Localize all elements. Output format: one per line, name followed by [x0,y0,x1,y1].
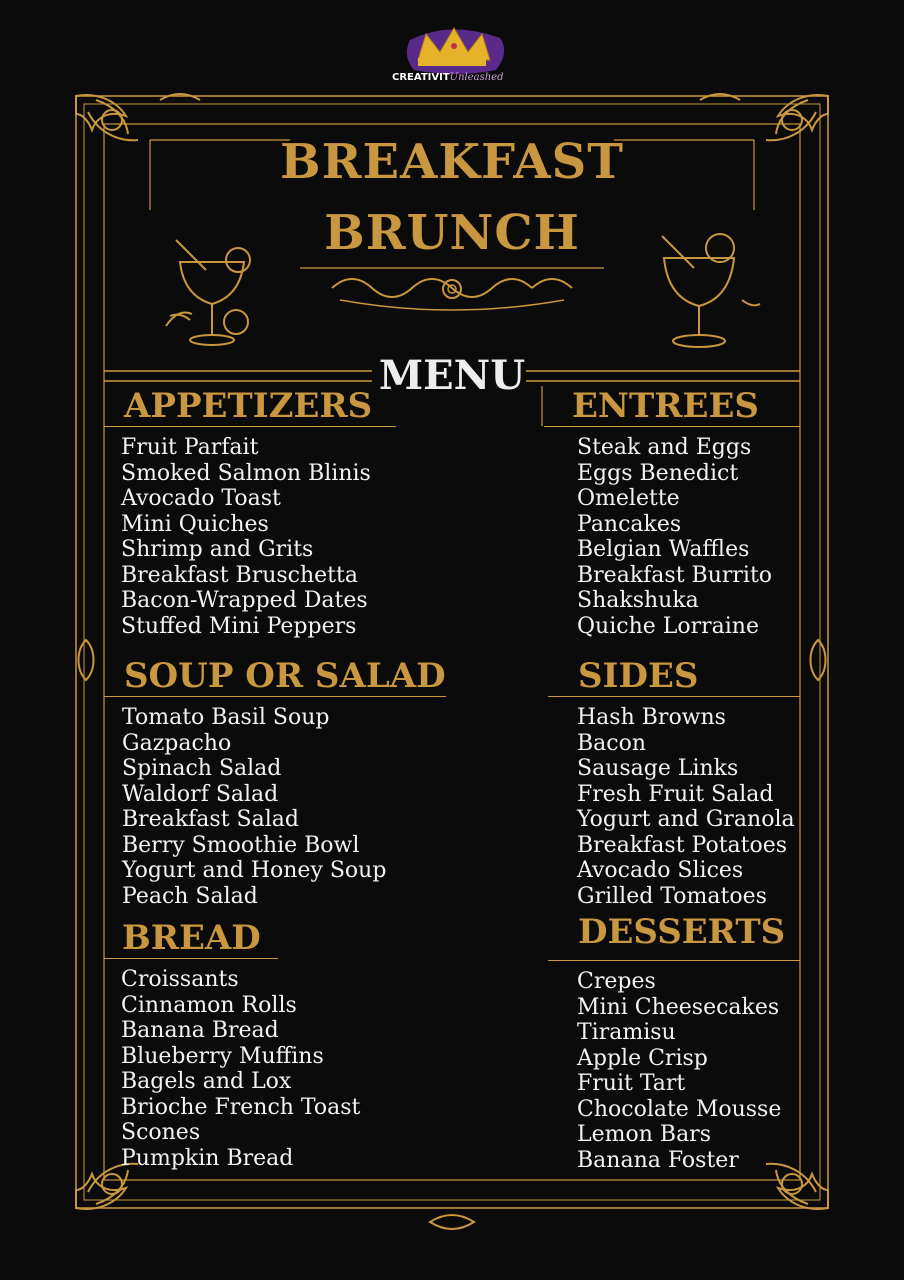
section-title: DESSERTS [578,912,786,952]
section-rule [548,960,800,961]
section-title: SOUP OR SALAD [124,656,446,696]
section-title: BREAD [122,918,261,958]
section-rule [548,696,800,697]
title-line-2: BRUNCH [324,205,580,261]
item-list [548,705,800,909]
logo-wordmark: CREATIVITUnleashed [392,72,504,83]
section-rule [544,426,800,427]
list-item: Shrimp and Grits [121,537,314,562]
list-item: Mini Cheesecakes [577,994,780,1020]
crown-logo-icon [407,28,504,74]
list-item: Blueberry Muffins [121,1043,324,1069]
list-item: Peach Salad [122,883,258,909]
list-item: Yogurt and Granola [577,807,795,832]
section-title: APPETIZERS [124,386,373,426]
list-item: Fruit Tart [577,1071,686,1096]
list-item: Cinnamon Rolls [121,992,297,1018]
list-item: Breakfast Burrito [577,562,773,588]
menu-heading: MENU [378,352,526,399]
list-item: Avocado Toast [121,486,281,511]
list-item: Gazpacho [122,730,232,756]
section-desserts [548,912,800,1173]
list-item: Bacon-Wrapped Dates [121,588,368,613]
list-item: Banana Foster [577,1147,739,1173]
list-item: Shakshuka [577,588,699,613]
list-item: Smoked Salmon Blinis [121,460,371,486]
section-title: ENTREES [572,386,759,426]
list-item: Tiramisu [577,1020,676,1045]
list-item: Sausage Links [577,756,739,781]
section-appetizers [104,386,396,639]
list-item: Pumpkin Bread [121,1145,294,1171]
item-list [104,435,396,639]
item-list [548,969,800,1173]
list-item: Fresh Fruit Salad [577,781,774,807]
list-item: Stuffed Mini Peppers [121,613,357,639]
list-item: Crepes [577,969,656,994]
section-rule [104,696,446,697]
list-item: Scones [121,1120,201,1145]
list-item: Belgian Waffles [577,537,750,562]
list-item: Hash Browns [577,705,726,730]
list-item: Bagels and Lox [121,1069,292,1094]
section-rule [104,426,396,427]
list-item: Yogurt and Honey Soup [122,858,387,883]
list-item: Mini Quiches [121,511,269,537]
list-item: Pancakes [577,511,682,537]
item-list [544,435,800,639]
section-sides [548,656,800,909]
title-line-1: BREAKFAST [280,134,624,190]
list-item: Quiche Lorraine [577,613,759,639]
section-soup-or-salad [104,656,446,909]
list-item: Croissants [121,967,239,992]
list-item: Waldorf Salad [122,781,279,807]
list-item: Steak and Eggs [577,435,752,460]
list-item: Berry Smoothie Bowl [122,832,360,858]
list-item: Tomato Basil Soup [122,705,330,730]
list-item: Chocolate Mousse [577,1096,782,1122]
list-item: Spinach Salad [122,756,282,781]
list-item: Grilled Tomatoes [577,883,767,909]
list-item: Apple Crisp [577,1045,708,1071]
list-item: Avocado Slices [577,858,744,883]
section-title: SIDES [578,656,699,696]
list-item: Breakfast Salad [122,807,299,832]
list-item: Breakfast Bruschetta [121,562,358,588]
list-item: Eggs Benedict [577,460,739,486]
list-item: Banana Bread [121,1018,279,1043]
item-list [104,705,446,909]
section-entrees [544,386,800,639]
section-bread [104,918,361,1171]
list-item: Breakfast Potatoes [577,832,788,858]
list-item: Omelette [577,486,680,511]
item-list [104,967,361,1171]
list-item: Bacon [577,730,647,756]
list-item: Brioche French Toast [121,1094,361,1120]
list-item: Fruit Parfait [121,435,259,460]
list-item: Lemon Bars [577,1122,711,1147]
section-rule [104,958,278,959]
